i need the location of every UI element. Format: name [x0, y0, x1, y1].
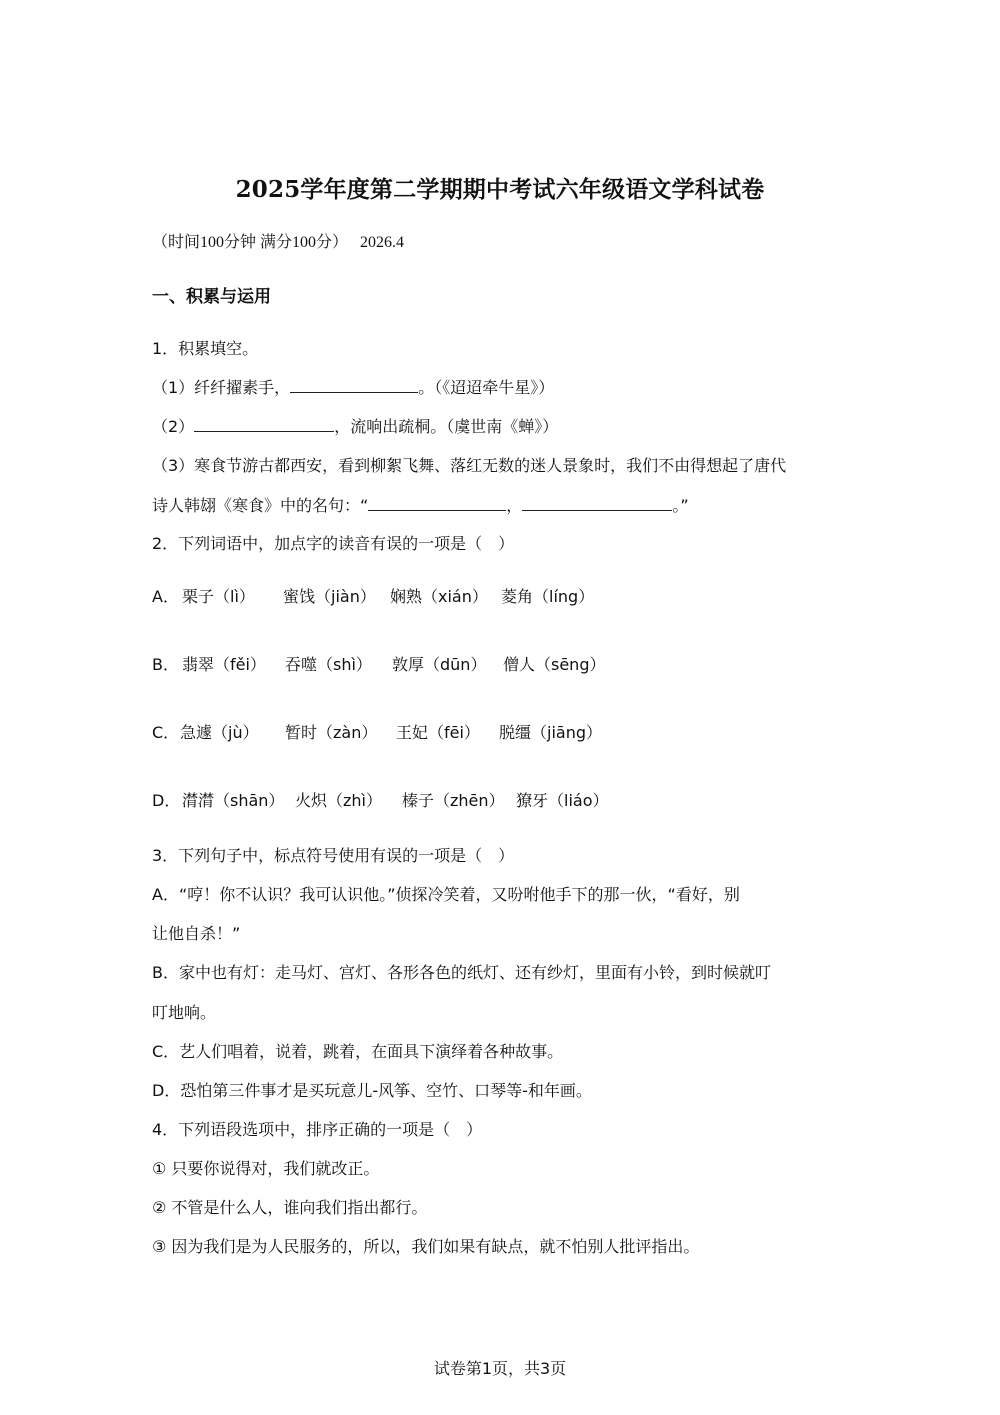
q3-option-a-line2: 让他自杀！” [152, 924, 241, 943]
word-item: 獠牙（liáo） [516, 791, 609, 810]
q2-option-d[interactable] [152, 790, 852, 814]
option-label: A． [152, 587, 179, 606]
word-item: 翡翠（fěi） [182, 655, 266, 674]
answer-blank[interactable] [522, 494, 672, 511]
word-item: 脱缰（jiāng） [499, 723, 602, 742]
q4-sentence-2: ② 不管是什么人，谁向我们指出都行。 [152, 1198, 428, 1217]
word-item: 火炽（zhì） [295, 791, 382, 810]
option-label: D． [152, 791, 181, 810]
q1-part1-text: （1）纤纤擢素手， [152, 378, 291, 397]
q1-part2-source: ，流响出疏桐。（虞世南《蝉》） [334, 417, 559, 436]
q1-part3-comma: ， [506, 496, 523, 515]
q1-part2 [152, 415, 558, 438]
word-item: 蜜饯（jiàn） [283, 587, 376, 606]
word-item: 僧人（sēng） [503, 655, 606, 674]
answer-blank[interactable] [290, 376, 418, 393]
q3-option-b-line1[interactable]: B．家中也有灯：走马灯、宫灯、各形各色的纸灯、还有纱灯，里面有小铃，到时候就叮 [152, 963, 771, 982]
option-label: C． [152, 723, 180, 742]
word-item: 王妃（fēi） [396, 723, 480, 742]
section-heading: 一、积累与运用 [152, 287, 271, 307]
answer-blank[interactable] [368, 494, 506, 511]
q1-part3-end: 。” [672, 496, 689, 515]
q2-option-c[interactable] [152, 722, 852, 746]
q4-sentence-1: ① 只要你说得对，我们就改正。 [152, 1159, 380, 1178]
word-item: 吞噬（shì） [285, 655, 372, 674]
q2-stem: 2．下列词语中，加点字的读音有误的一项是（ ） [152, 534, 515, 553]
q1-part1-source: 。（《迢迢牵牛星》） [418, 378, 555, 397]
exam-subtitle: （时间100分钟 满分100分） 2026.4 [152, 234, 405, 251]
word-item: 急遽（jù） [180, 723, 259, 742]
q4-stem: 4．下列语段选项中，排序正确的一项是（ ） [152, 1120, 483, 1139]
q1-stem: 1．积累填空。 [152, 339, 259, 358]
page-footer: 试卷第1页，共3页 [433, 1359, 567, 1378]
q2-option-a[interactable] [152, 586, 852, 610]
word-item: 潸潸（shān） [182, 791, 285, 810]
word-item: 娴熟（xián） [390, 587, 488, 606]
q1-part3-line1: （3）寒食节游古都西安，看到柳絮飞舞、落红无数的迷人景象时，我们不由得想起了唐代 [152, 456, 787, 475]
q3-option-a-line1[interactable]: A．“哼！你不认识？我可认识他。”侦探冷笑着，又吩咐他手下的那一伙，“看好，别 [152, 885, 740, 904]
word-item: 暂时（zàn） [285, 723, 378, 742]
q1-part1 [152, 376, 554, 399]
q3-option-d[interactable]: D．恐怕第三件事才是买玩意儿-风筝、空竹、口琴等-和年画。 [152, 1081, 592, 1100]
word-item: 栗子（lì） [182, 587, 255, 606]
word-item: 菱角（líng） [501, 587, 595, 606]
answer-blank[interactable] [194, 415, 334, 432]
q3-option-b-line2: 叮地响。 [152, 1003, 217, 1022]
exam-title: 2025学年度第二学期期中考试六年级语文学科试卷 [235, 176, 765, 203]
q4-sentence-3: ③ 因为我们是为人民服务的，所以，我们如果有缺点，就不怕别人批评指出。 [152, 1237, 700, 1256]
q1-part2-text: （2） [152, 417, 195, 436]
option-label: B． [152, 655, 179, 674]
q2-option-b[interactable] [152, 654, 852, 678]
q3-stem: 3．下列句子中，标点符号使用有误的一项是（ ） [152, 846, 515, 865]
word-item: 榛子（zhēn） [402, 791, 505, 810]
q3-option-c[interactable]: C．艺人们唱着，说着，跳着，在面具下演绎着各种故事。 [152, 1042, 564, 1061]
q1-part3-line2 [152, 494, 689, 517]
word-item: 敦厚（dūn） [392, 655, 487, 674]
q1-part3-text: 诗人韩翃《寒食》中的名句：“ [152, 496, 369, 515]
